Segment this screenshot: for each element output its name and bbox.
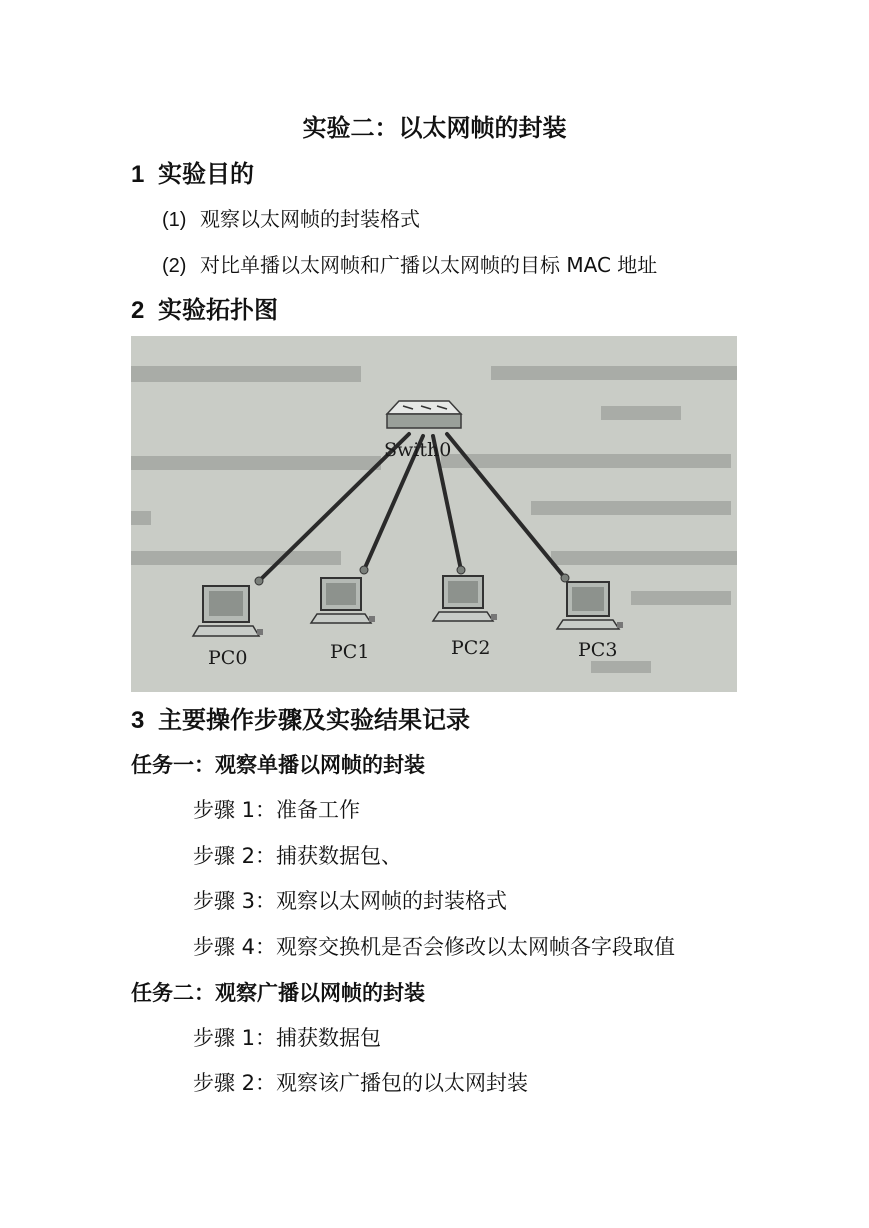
task2-title: 任务二：观察广播以网帧的封装 [131, 981, 425, 1005]
icon-shape [369, 616, 375, 622]
icon-shape [326, 583, 356, 605]
topology-svg [131, 336, 737, 692]
task1-title: 任务一：观察单播以网帧的封装 [131, 753, 425, 777]
page-title: 实验二：以太网帧的封装 [302, 114, 567, 142]
icon-shape [387, 414, 461, 428]
endpoint [561, 574, 569, 582]
icon-shape [557, 620, 619, 629]
item-text: 观察以太网帧的封装格式 [200, 207, 420, 231]
topology-diagram [131, 336, 737, 692]
icon-shape [311, 614, 371, 623]
task2-step: 步骤 2：观察该广播包的以太网封装 [193, 1071, 529, 1095]
section-title: 实验拓扑图 [158, 296, 278, 324]
icon-shape [617, 622, 623, 628]
item-number: (1) [162, 209, 187, 231]
list-item [162, 250, 657, 281]
pc0-label: PC0 [208, 647, 248, 669]
pc3-label: PC3 [578, 639, 618, 661]
icon-shape [257, 629, 263, 635]
section-heading-topology [131, 290, 278, 331]
section-heading-steps [131, 700, 470, 741]
endpoint [457, 566, 465, 574]
pc0-icon [193, 586, 263, 636]
section-title: 实验目的 [158, 160, 254, 188]
task1-step: 步骤 1：准备工作 [193, 798, 361, 822]
task2-step: 步骤 1：捕获数据包 [193, 1026, 382, 1050]
list-item [162, 204, 420, 235]
pc1-icon [311, 578, 375, 623]
item-number: (2) [162, 255, 187, 277]
link-endpoints [255, 566, 569, 585]
endpoint [255, 577, 263, 585]
section-title: 主要操作步骤及实验结果记录 [158, 706, 470, 734]
section-heading-purpose [131, 154, 254, 195]
icon-shape [491, 614, 497, 620]
pc3-icon [557, 582, 623, 629]
switch-icon [387, 401, 461, 428]
switch-label: Swith0 [384, 439, 452, 461]
pc2-icon [433, 576, 497, 621]
item-text: 对比单播以太网帧和广播以太网帧的目标 MAC 地址 [200, 253, 658, 277]
section-number: 2 [131, 297, 145, 324]
icon-shape [572, 587, 604, 611]
task1-step: 步骤 4：观察交换机是否会修改以太网帧各字段取值 [193, 935, 676, 959]
pc1-label: PC1 [330, 641, 370, 663]
pc2-label: PC2 [451, 637, 491, 659]
section-number: 3 [131, 707, 145, 734]
icon-shape [433, 612, 493, 621]
icon-shape [209, 591, 243, 616]
task1-step: 步骤 3：观察以太网帧的封装格式 [193, 889, 508, 913]
icon-shape [193, 626, 259, 636]
icon-shape [448, 581, 478, 603]
section-number: 1 [131, 161, 145, 188]
endpoint [360, 566, 368, 574]
task1-step: 步骤 2：捕获数据包、 [193, 844, 403, 868]
